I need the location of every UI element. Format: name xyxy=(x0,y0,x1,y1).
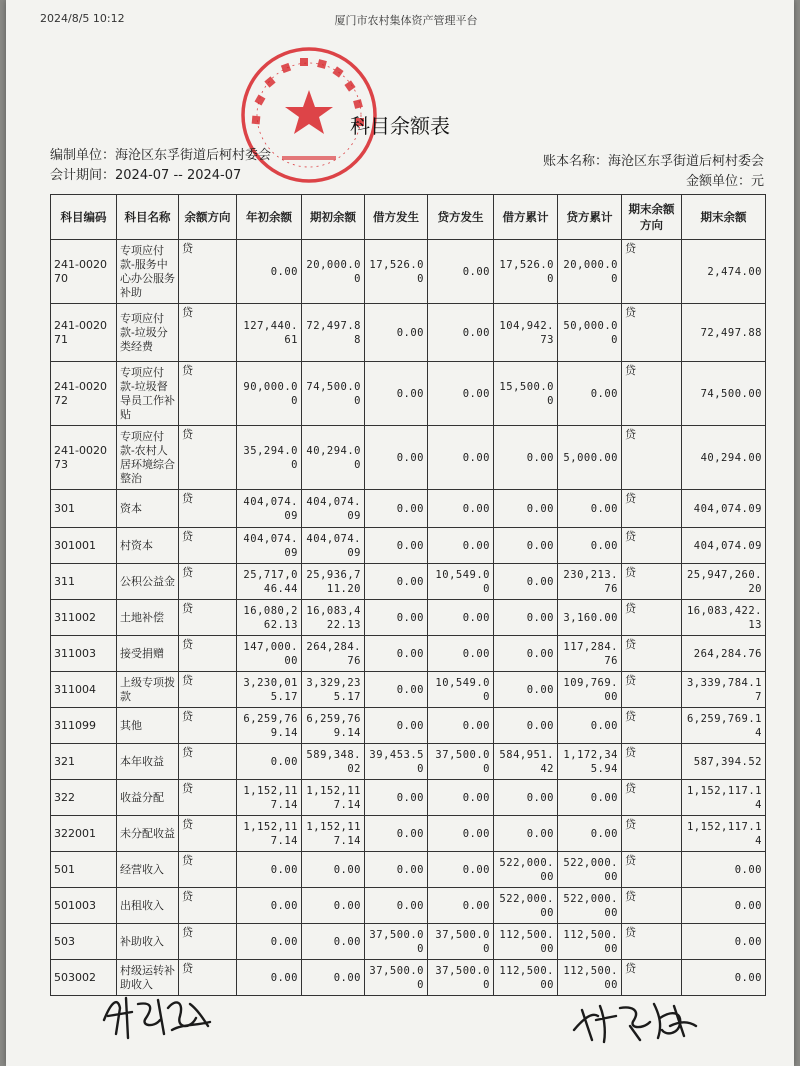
account-name-cell: 上级专项拨款 xyxy=(117,672,179,708)
amount-cell: 147,000.00 xyxy=(237,636,302,672)
amount-cell: 0.00 xyxy=(428,852,494,888)
balance-direction-cell: 贷 xyxy=(622,744,682,780)
amount-cell: 0.00 xyxy=(365,426,428,490)
amount-cell: 0.00 xyxy=(365,600,428,636)
amount-cell: 1,152,117.14 xyxy=(682,780,766,816)
balance-direction-cell: 贷 xyxy=(179,852,237,888)
balance-direction-cell: 贷 xyxy=(622,924,682,960)
amount-cell: 72,497.88 xyxy=(302,304,365,362)
amount-cell: 1,152,117.14 xyxy=(302,816,365,852)
table-row xyxy=(51,240,766,304)
column-header: 借方累计 xyxy=(494,195,558,240)
balance-direction-cell: 贷 xyxy=(622,888,682,924)
column-header: 科目名称 xyxy=(117,195,179,240)
balance-direction-cell: 贷 xyxy=(622,780,682,816)
amount-cell: 587,394.52 xyxy=(682,744,766,780)
amount-cell: 15,500.00 xyxy=(494,362,558,426)
table-row xyxy=(51,888,766,924)
amount-cell: 109,769.00 xyxy=(558,672,622,708)
amount-cell: 589,348.02 xyxy=(302,744,365,780)
balance-direction-cell: 贷 xyxy=(622,636,682,672)
amount-cell: 0.00 xyxy=(494,426,558,490)
amount-cell: 127,440.61 xyxy=(237,304,302,362)
account-name-cell: 村级运转补助收入 xyxy=(117,960,179,996)
amount-cell: 25,947,260.20 xyxy=(682,564,766,600)
amount-cell: 0.00 xyxy=(494,816,558,852)
balance-table xyxy=(50,194,766,996)
column-header: 借方发生 xyxy=(365,195,428,240)
account-code-cell: 311099 xyxy=(51,708,117,744)
balance-direction-cell: 贷 xyxy=(179,744,237,780)
account-code-cell: 321 xyxy=(51,744,117,780)
amount-cell: 0.00 xyxy=(237,744,302,780)
amount-cell: 0.00 xyxy=(494,708,558,744)
amount-cell: 3,329,235.17 xyxy=(302,672,365,708)
amount-cell: 5,000.00 xyxy=(558,426,622,490)
account-code-cell: 241-002071 xyxy=(51,304,117,362)
account-name-cell: 资本 xyxy=(117,490,179,528)
account-code-cell: 501003 xyxy=(51,888,117,924)
signature-right xyxy=(570,996,700,1046)
amount-cell: 25,936,711.20 xyxy=(302,564,365,600)
account-name-cell: 村资本 xyxy=(117,528,179,564)
account-name-cell: 本年收益 xyxy=(117,744,179,780)
amount-cell: 112,500.00 xyxy=(558,960,622,996)
amount-cell: 0.00 xyxy=(558,780,622,816)
amount-cell: 0.00 xyxy=(682,888,766,924)
table-row xyxy=(51,564,766,600)
amount-cell: 0.00 xyxy=(494,636,558,672)
amount-cell: 0.00 xyxy=(365,888,428,924)
account-code-cell: 503002 xyxy=(51,960,117,996)
amount-cell: 0.00 xyxy=(428,304,494,362)
amount-cell: 72,497.88 xyxy=(682,304,766,362)
amount-cell: 112,500.00 xyxy=(494,960,558,996)
amount-cell: 37,500.00 xyxy=(428,744,494,780)
amount-cell: 37,500.00 xyxy=(428,960,494,996)
amount-cell: 522,000.00 xyxy=(494,888,558,924)
amount-cell: 0.00 xyxy=(302,852,365,888)
amount-cell: 0.00 xyxy=(428,490,494,528)
amount-cell: 6,259,769.14 xyxy=(237,708,302,744)
account-code-cell: 301 xyxy=(51,490,117,528)
amount-cell: 584,951.42 xyxy=(494,744,558,780)
account-name-cell: 补助收入 xyxy=(117,924,179,960)
amount-cell: 3,160.00 xyxy=(558,600,622,636)
amount-cell: 0.00 xyxy=(682,924,766,960)
amount-cell: 16,083,422.13 xyxy=(682,600,766,636)
amount-cell: 10,549.00 xyxy=(428,564,494,600)
table-row xyxy=(51,304,766,362)
amount-cell: 0.00 xyxy=(428,708,494,744)
amount-cell: 0.00 xyxy=(365,528,428,564)
account-code-cell: 311 xyxy=(51,564,117,600)
account-name-cell: 土地补偿 xyxy=(117,600,179,636)
table-row xyxy=(51,780,766,816)
account-name-cell: 其他 xyxy=(117,708,179,744)
amount-cell: 16,083,422.13 xyxy=(302,600,365,636)
amount-cell: 39,453.50 xyxy=(365,744,428,780)
amount-cell: 0.00 xyxy=(428,528,494,564)
amount-cell: 0.00 xyxy=(682,960,766,996)
amount-cell: 0.00 xyxy=(428,780,494,816)
amount-cell: 0.00 xyxy=(365,672,428,708)
amount-cell: 0.00 xyxy=(428,362,494,426)
account-code-cell: 322001 xyxy=(51,816,117,852)
balance-direction-cell: 贷 xyxy=(179,924,237,960)
amount-cell: 2,474.00 xyxy=(682,240,766,304)
table-row xyxy=(51,708,766,744)
amount-cell: 0.00 xyxy=(494,672,558,708)
table-row xyxy=(51,816,766,852)
table-row xyxy=(51,362,766,426)
amount-cell: 0.00 xyxy=(494,490,558,528)
amount-cell: 16,080,262.13 xyxy=(237,600,302,636)
amount-cell: 3,339,784.17 xyxy=(682,672,766,708)
account-code-cell: 241-002070 xyxy=(51,240,117,304)
amount-cell: 0.00 xyxy=(365,362,428,426)
amount-cell: 0.00 xyxy=(365,852,428,888)
account-name-cell: 未分配收益 xyxy=(117,816,179,852)
amount-cell: 0.00 xyxy=(365,780,428,816)
account-name-cell: 接受捐赠 xyxy=(117,636,179,672)
platform-name: 厦门市农村集体资产管理平台 xyxy=(334,14,478,27)
balance-direction-cell: 贷 xyxy=(179,960,237,996)
amount-cell: 74,500.00 xyxy=(302,362,365,426)
table-row xyxy=(51,528,766,564)
amount-cell: 404,074.09 xyxy=(682,528,766,564)
account-name-cell: 经营收入 xyxy=(117,852,179,888)
amount-cell: 0.00 xyxy=(365,490,428,528)
balance-direction-cell: 贷 xyxy=(622,528,682,564)
balance-direction-cell: 贷 xyxy=(179,564,237,600)
table-row xyxy=(51,490,766,528)
amount-cell: 0.00 xyxy=(428,240,494,304)
balance-direction-cell: 贷 xyxy=(179,636,237,672)
amount-cell: 0.00 xyxy=(237,924,302,960)
table-row xyxy=(51,852,766,888)
balance-direction-cell: 贷 xyxy=(622,564,682,600)
balance-direction-cell: 贷 xyxy=(179,426,237,490)
balance-direction-cell: 贷 xyxy=(179,362,237,426)
balance-direction-cell: 贷 xyxy=(622,672,682,708)
amount-cell: 1,152,117.14 xyxy=(302,780,365,816)
amount-cell: 1,152,117.14 xyxy=(682,816,766,852)
amount-cell: 0.00 xyxy=(428,426,494,490)
amount-cell: 0.00 xyxy=(302,888,365,924)
account-name-cell: 专项应付款-服务中心办公服务补助 xyxy=(117,240,179,304)
balance-direction-cell: 贷 xyxy=(622,960,682,996)
table-row xyxy=(51,924,766,960)
amount-cell: 0.00 xyxy=(365,564,428,600)
amount-cell: 0.00 xyxy=(428,600,494,636)
balance-direction-cell: 贷 xyxy=(179,528,237,564)
amount-cell: 20,000.00 xyxy=(558,240,622,304)
column-header: 贷方发生 xyxy=(428,195,494,240)
amount-cell: 0.00 xyxy=(558,490,622,528)
balance-direction-cell: 贷 xyxy=(179,304,237,362)
balance-direction-cell: 贷 xyxy=(179,490,237,528)
amount-cell: 522,000.00 xyxy=(558,888,622,924)
account-name-cell: 专项应付款-垃圾分类经费 xyxy=(117,304,179,362)
amount-cell: 0.00 xyxy=(558,362,622,426)
amount-cell: 25,717,046.44 xyxy=(237,564,302,600)
amount-cell: 0.00 xyxy=(682,852,766,888)
account-code-cell: 501 xyxy=(51,852,117,888)
amount-cell: 0.00 xyxy=(428,816,494,852)
column-header: 贷方累计 xyxy=(558,195,622,240)
amount-cell: 0.00 xyxy=(558,528,622,564)
table-row xyxy=(51,636,766,672)
balance-direction-cell: 贷 xyxy=(622,708,682,744)
amount-cell: 0.00 xyxy=(558,708,622,744)
amount-cell: 264,284.76 xyxy=(302,636,365,672)
amount-cell: 3,230,015.17 xyxy=(237,672,302,708)
amount-cell: 104,942.73 xyxy=(494,304,558,362)
amount-cell: 0.00 xyxy=(237,960,302,996)
amount-cell: 17,526.00 xyxy=(494,240,558,304)
balance-direction-cell: 贷 xyxy=(179,600,237,636)
amount-cell: 37,500.00 xyxy=(428,924,494,960)
amount-cell: 1,152,117.14 xyxy=(237,816,302,852)
unit-label: 编制单位：海沧区东孚街道后柯村委会 xyxy=(50,148,272,163)
amount-cell: 0.00 xyxy=(302,924,365,960)
amount-cell: 50,000.00 xyxy=(558,304,622,362)
account-code-cell: 311003 xyxy=(51,636,117,672)
amount-cell: 6,259,769.14 xyxy=(682,708,766,744)
balance-direction-cell: 贷 xyxy=(622,304,682,362)
column-header: 期末余额 xyxy=(682,195,766,240)
amount-cell: 0.00 xyxy=(494,600,558,636)
account-code-cell: 311002 xyxy=(51,600,117,636)
amount-cell: 10,549.00 xyxy=(428,672,494,708)
balance-direction-cell: 贷 xyxy=(179,780,237,816)
signature-left xyxy=(98,990,218,1042)
account-code-cell: 301001 xyxy=(51,528,117,564)
currency-label: 金额单位：元 xyxy=(685,174,764,189)
balance-direction-cell: 贷 xyxy=(622,362,682,426)
account-name-cell: 收益分配 xyxy=(117,780,179,816)
amount-cell: 0.00 xyxy=(365,708,428,744)
amount-cell: 404,074.09 xyxy=(682,490,766,528)
column-header: 期初余额 xyxy=(302,195,365,240)
amount-cell: 6,259,769.14 xyxy=(302,708,365,744)
table-row xyxy=(51,426,766,490)
account-name-cell: 专项应付款-农村人居环境综合整治 xyxy=(117,426,179,490)
amount-cell: 1,152,117.14 xyxy=(237,780,302,816)
balance-direction-cell: 贷 xyxy=(622,852,682,888)
account-code-cell: 322 xyxy=(51,780,117,816)
account-name-cell: 公积公益金 xyxy=(117,564,179,600)
account-name-cell: 专项应付款-垃圾督导员工作补贴 xyxy=(117,362,179,426)
amount-cell: 404,074.09 xyxy=(302,490,365,528)
amount-cell: 90,000.00 xyxy=(237,362,302,426)
balance-direction-cell: 贷 xyxy=(622,490,682,528)
amount-cell: 230,213.76 xyxy=(558,564,622,600)
amount-cell: 0.00 xyxy=(302,960,365,996)
amount-cell: 0.00 xyxy=(237,240,302,304)
period-label: 会计期间：2024-07 -- 2024-07 xyxy=(50,168,242,183)
balance-direction-cell: 贷 xyxy=(622,816,682,852)
balance-direction-cell: 贷 xyxy=(179,240,237,304)
table-header xyxy=(51,195,766,240)
amount-cell: 0.00 xyxy=(558,816,622,852)
amount-cell: 0.00 xyxy=(494,564,558,600)
balance-direction-cell: 贷 xyxy=(179,816,237,852)
amount-cell: 112,500.00 xyxy=(558,924,622,960)
amount-cell: 0.00 xyxy=(365,304,428,362)
balance-direction-cell: 贷 xyxy=(622,600,682,636)
amount-cell: 522,000.00 xyxy=(494,852,558,888)
account-code-cell: 241-002073 xyxy=(51,426,117,490)
account-code-cell: 311004 xyxy=(51,672,117,708)
amount-cell: 404,074.09 xyxy=(237,490,302,528)
account-label: 账本名称：海沧区东孚街道后柯村委会 xyxy=(542,154,764,169)
amount-cell: 522,000.00 xyxy=(558,852,622,888)
column-header: 期末余额方向 xyxy=(622,195,682,240)
balance-direction-cell: 贷 xyxy=(179,672,237,708)
amount-cell: 404,074.09 xyxy=(302,528,365,564)
amount-cell: 0.00 xyxy=(494,528,558,564)
table-row xyxy=(51,744,766,780)
amount-cell: 264,284.76 xyxy=(682,636,766,672)
amount-cell: 0.00 xyxy=(428,636,494,672)
balance-direction-cell: 贷 xyxy=(622,240,682,304)
column-header: 余额方向 xyxy=(179,195,237,240)
balance-direction-cell: 贷 xyxy=(179,708,237,744)
account-code-cell: 503 xyxy=(51,924,117,960)
amount-cell: 40,294.00 xyxy=(302,426,365,490)
page-title: 科目余额表 xyxy=(350,114,450,138)
table-row xyxy=(51,672,766,708)
amount-cell: 117,284.76 xyxy=(558,636,622,672)
amount-cell: 35,294.00 xyxy=(237,426,302,490)
amount-cell: 40,294.00 xyxy=(682,426,766,490)
amount-cell: 17,526.00 xyxy=(365,240,428,304)
amount-cell: 74,500.00 xyxy=(682,362,766,426)
amount-cell: 20,000.00 xyxy=(302,240,365,304)
column-header: 科目编码 xyxy=(51,195,117,240)
amount-cell: 404,074.09 xyxy=(237,528,302,564)
table-body xyxy=(51,240,766,996)
amount-cell: 1,172,345.94 xyxy=(558,744,622,780)
table-row xyxy=(51,600,766,636)
amount-cell: 0.00 xyxy=(428,888,494,924)
amount-cell: 37,500.00 xyxy=(365,960,428,996)
amount-cell: 37,500.00 xyxy=(365,924,428,960)
column-header: 年初余额 xyxy=(237,195,302,240)
print-datetime: 2024/8/5 10:12 xyxy=(40,12,125,25)
account-code-cell: 241-002072 xyxy=(51,362,117,426)
amount-cell: 0.00 xyxy=(237,888,302,924)
amount-cell: 0.00 xyxy=(237,852,302,888)
account-name-cell: 出租收入 xyxy=(117,888,179,924)
balance-direction-cell: 贷 xyxy=(179,888,237,924)
amount-cell: 0.00 xyxy=(494,780,558,816)
amount-cell: 112,500.00 xyxy=(494,924,558,960)
amount-cell: 0.00 xyxy=(365,816,428,852)
balance-direction-cell: 贷 xyxy=(622,426,682,490)
amount-cell: 0.00 xyxy=(365,636,428,672)
